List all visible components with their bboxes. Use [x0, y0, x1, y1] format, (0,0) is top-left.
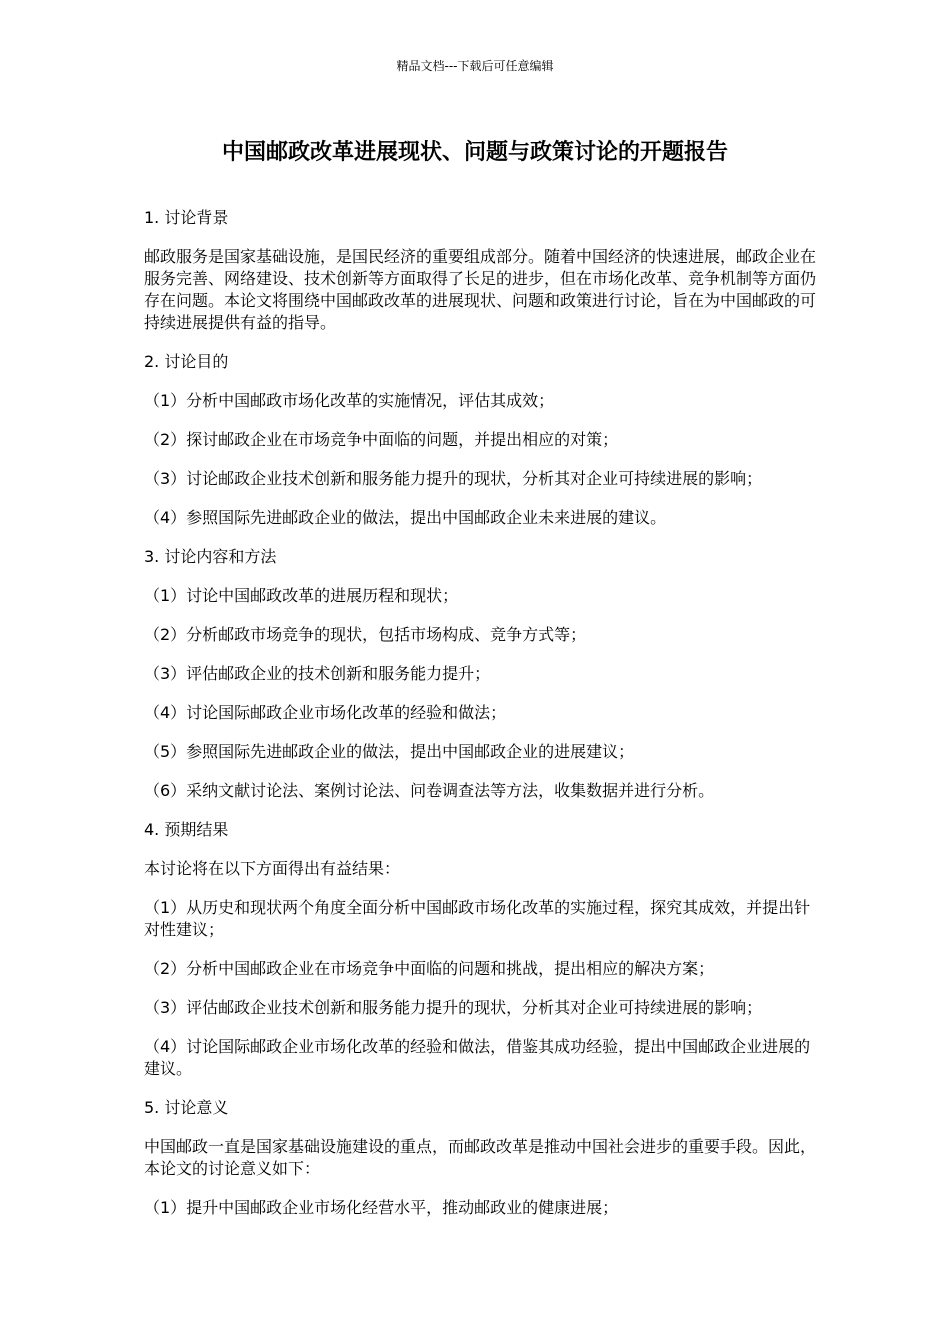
list-item: （1）提升中国邮政企业市场化经营水平，推动邮政业的健康进展； — [144, 1198, 619, 1217]
list-item: （1）分析中国邮政市场化改革的实施情况，评估其成效； — [144, 391, 555, 410]
section-heading: 2. 讨论目的 — [144, 352, 229, 371]
section-heading: 3. 讨论内容和方法 — [144, 547, 277, 566]
document-body — [144, 207, 816, 1236]
list-item: （3）评估邮政企业技术创新和服务能力提升的现状，分析其对企业可持续进展的影响； — [144, 998, 763, 1017]
paragraph: 中国邮政一直是国家基础设施建设的重点，而邮政改革是推动中国社会进步的重要手段。因此，本论文的讨论意义如下： — [144, 1137, 817, 1178]
list-item: （6）采纳文献讨论法、案例讨论法、问卷调查法等方法，收集数据并进行分析。 — [144, 781, 715, 800]
section-heading: 1. 讨论背景 — [144, 208, 229, 227]
list-item: （5）参照国际先进邮政企业的做法，提出中国邮政企业的进展建议； — [144, 742, 635, 761]
list-item: （1）从历史和现状两个角度全面分析中国邮政市场化改革的实施过程，探究其成效，并提出针对性建议； — [144, 898, 811, 939]
list-item: （3）讨论邮政企业技术创新和服务能力提升的现状，分析其对企业可持续进展的影响； — [144, 469, 763, 488]
list-item: （4）参照国际先进邮政企业的做法，提出中国邮政企业未来进展的建议。 — [144, 508, 667, 527]
paragraph: 本讨论将在以下方面得出有益结果： — [144, 859, 401, 878]
paragraph: 邮政服务是国家基础设施，是国民经济的重要组成部分。随着中国经济的快速进展，邮政企业在服务完善、网络建设、技术创新等方面取得了长足的进步，但在市场化改革、竞争机制等方面仍存在问题。本论文将围绕中国邮政改革的进展现状、问题和政策进行讨论，旨在为中国邮政的可持续进展提供有益的指导。 — [144, 247, 817, 332]
list-item: （4）讨论国际邮政企业市场化改革的经验和做法，借鉴其成功经验，提出中国邮政企业进展的建议。 — [144, 1037, 811, 1078]
list-item: （3）评估邮政企业的技术创新和服务能力提升； — [144, 664, 491, 683]
list-item: （4）讨论国际邮政企业市场化改革的经验和做法； — [144, 703, 507, 722]
list-item: （2）分析邮政市场竞争的现状，包括市场构成、竞争方式等； — [144, 625, 587, 644]
section-heading: 5. 讨论意义 — [144, 1098, 229, 1117]
page-header: 精品文档---下载后可任意编辑 — [396, 59, 554, 73]
list-item: （2）探讨邮政企业在市场竞争中面临的问题，并提出相应的对策； — [144, 430, 619, 449]
document-title: 中国邮政改革进展现状、问题与政策讨论的开题报告 — [221, 140, 728, 165]
section-heading: 4. 预期结果 — [144, 820, 229, 839]
list-item: （2）分析中国邮政企业在市场竞争中面临的问题和挑战，提出相应的解决方案； — [144, 959, 715, 978]
list-item: （1）讨论中国邮政改革的进展历程和现状； — [144, 586, 459, 605]
